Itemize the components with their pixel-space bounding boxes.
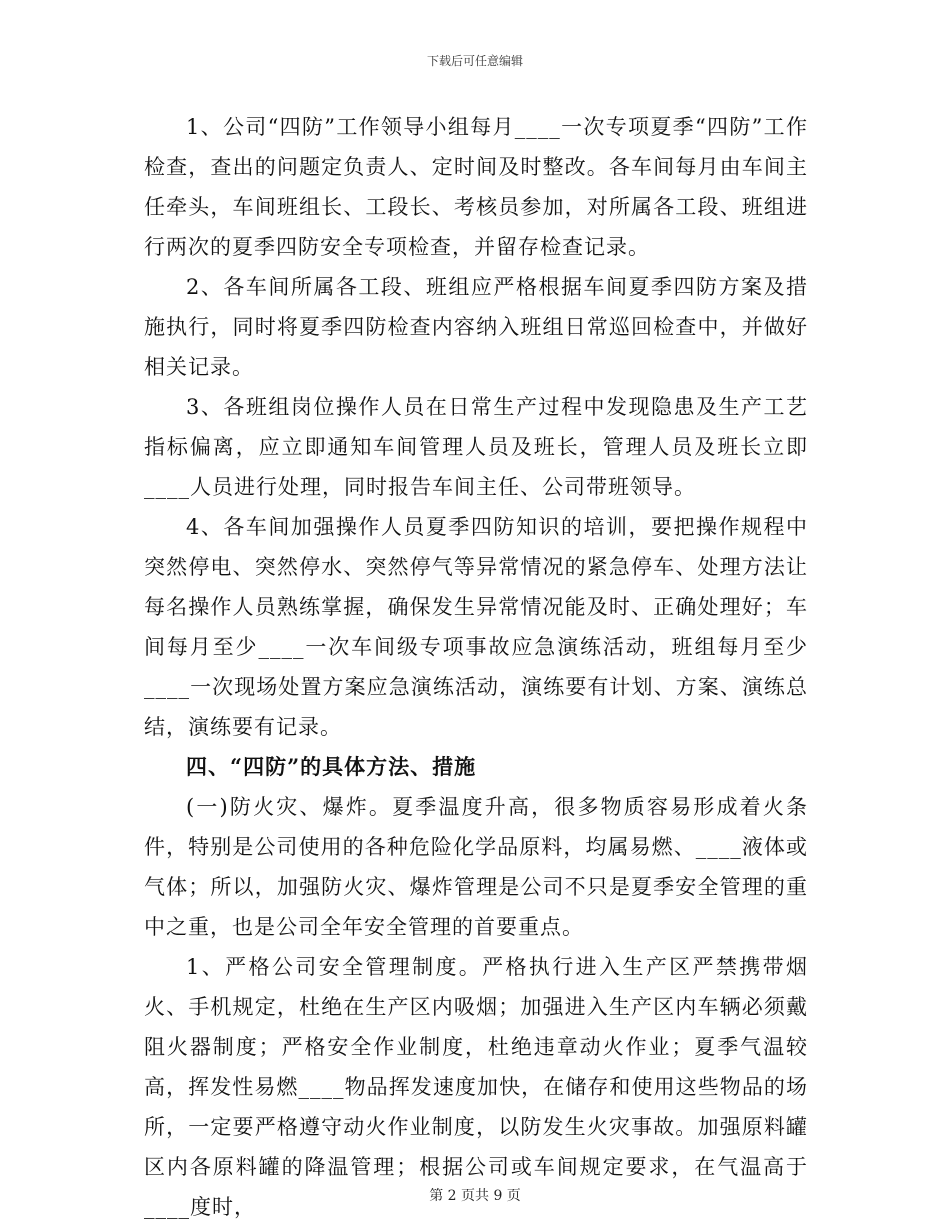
paragraph-item-1: 1、公司“四防”工作领导小组每月____一次专项夏季“四防”工作检查，查出的问题定负责人、定时间及时整改。各车间每月由车间主任牵头，车间班组长、工段长、考核员参加，对所属各工段、班组进行两次的夏季四防安全专项检查，并留存检查记录。 — [144, 115, 808, 259]
paragraph-item-3: 3、各班组岗位操作人员在日常生产过程中发现隐患及生产工艺指标偏离，应立即通知车间管理人员及班长，管理人员及班长立即____人员进行处理，同时报告车间主任、公司带班领导。 — [144, 395, 808, 499]
section-heading-four: 四、“四防”的具体方法、措施 — [186, 754, 477, 779]
paragraph-item-2: 2、各车间所属各工段、班组应严格根据车间夏季四防方案及措施执行，同时将夏季四防检查内容纳入班组日常巡回检查中，并做好相关记录。 — [144, 275, 808, 379]
document-body — [144, 107, 808, 1227]
page-number: 第 2 页共 9 页 — [429, 1188, 521, 1204]
paragraph-safety-rules: 1、严格公司安全管理制度。严格执行进入生产区严禁携带烟火、手机规定，杜绝在生产区内吸烟；加强进入生产区内车辆必须戴阻火器制度；严格安全作业制度，杜绝违章动火作业；夏季气温较高，挥发性易燃____物品挥发速度加快，在储存和使用这些物品的场所，一定要严格遵守动火作业制度，以防发生火灾事故。加强原料罐区内各原料罐的降温管理；根据公司或车间规定要求，在气温高于____度时， — [144, 955, 808, 1219]
page-header-note: 下载后可任意编辑 — [426, 54, 523, 68]
paragraph-fire-explosion: (一)防火灾、爆炸。夏季温度升高，很多物质容易形成着火条件，特别是公司使用的各种危险化学品原料，均属易燃、____液体或气体；所以，加强防火灾、爆炸管理是公司不只是夏季安全管理的重中之重，也是公司全年安全管理的首要重点。 — [144, 795, 808, 939]
paragraph-item-4: 4、各车间加强操作人员夏季四防知识的培训，要把操作规程中突然停电、突然停水、突然停气等异常情况的紧急停车、处理方法让每名操作人员熟练掌握，确保发生异常情况能及时、正确处理好；车间每月至少____一次车间级专项事故应急演练活动，班组每月至少____一次现场处置方案应急演练活动，演练要有计划、方案、演练总结，演练要有记录。 — [144, 515, 808, 739]
